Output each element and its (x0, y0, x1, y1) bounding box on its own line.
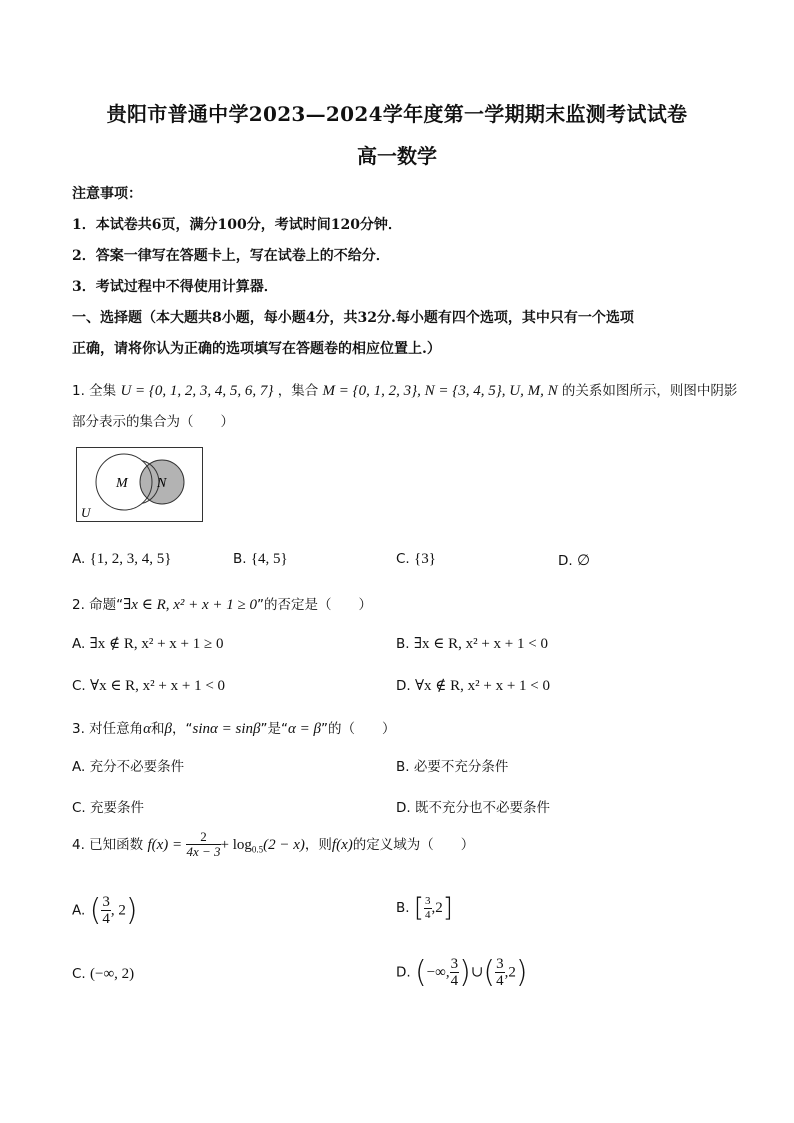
q2-option-d[interactable] (396, 676, 550, 695)
q3-mid: ，“ (172, 721, 193, 737)
q3-pre: 3. 对任意角 (72, 721, 144, 737)
section-heading-line1: 一、选择题（本大题共8小题，每小题4分，共32分.每小题有四个选项，其中只有一个选项 (72, 310, 634, 326)
q4-fraction (186, 830, 220, 860)
q1-prefix: 1. 全集 (72, 383, 117, 399)
q2-option-c[interactable] (72, 676, 225, 695)
q4-option-b-rest: ,2 (431, 900, 443, 916)
venn-diagram (76, 447, 204, 523)
q2-pre: 2. 命题“ (72, 597, 124, 613)
q4-log-base: 0.5 (251, 844, 264, 855)
q2-option-a[interactable] (72, 634, 224, 653)
q2-option-d-value: ∀x ∉ R, x² + x + 1 < 0 (414, 678, 551, 694)
q4-option-d-rest: ,2 (504, 964, 516, 981)
q1-option-b-label: B. (233, 551, 247, 567)
q4-option-a-fraction: $\frac{3}{4}$ (102, 893, 110, 927)
q4-option-d-label: D. (396, 964, 411, 981)
q4-option-d-fraction-2: $\frac{3}{4}$ (496, 955, 504, 989)
q4-fraction-numerator: 2 (186, 830, 220, 845)
q4-option-d-fraction-1: $\frac{3}{4}$ (450, 955, 459, 989)
q4-option-c[interactable] (72, 966, 134, 983)
q3-expression-1: sinα = sinβ (192, 721, 261, 737)
q3-option-b-value: 必要不充分条件 (413, 759, 509, 775)
q1-option-a-value: {1, 2, 3, 4, 5} (89, 551, 172, 567)
q2-option-b-value: ∃x ∈ R, x² + x + 1 < 0 (413, 636, 548, 652)
q1-suffix: 的关系如图所示，则图中阴影 (561, 383, 738, 399)
section-heading-line2: 正确，请将你认为正确的选项填写在答题卷的相应位置上.） (72, 341, 441, 357)
exam-subject: 高一数学 (357, 144, 437, 168)
question-4-stem (72, 830, 474, 860)
q1-option-d-value: ∅ (576, 553, 591, 569)
q1-option-d-label: D. (558, 553, 573, 569)
question-2-stem (72, 593, 372, 614)
q1-mid: ，集合 (277, 383, 319, 399)
q1-option-a[interactable] (72, 551, 172, 568)
q1-option-c-label: C. (396, 551, 410, 567)
q1-option-a-label: A. (72, 551, 86, 567)
q3-option-d-label: D. (396, 800, 411, 816)
q4-option-b-label: B. (396, 900, 410, 916)
q4-option-b[interactable]: B. [ $\frac{3}{4}$ ,2] (396, 893, 453, 923)
q3-alpha: α (143, 721, 152, 737)
q4-option-a-rest: , 2 (110, 902, 126, 919)
q4-log: + log (220, 836, 252, 853)
q3-option-b-label: B. (396, 759, 410, 775)
q4-option-b-fraction: $\frac{3}{4}$ (425, 895, 431, 921)
q2-expression: ∃x ∈ R, x² + x + 1 ≥ 0 (123, 597, 258, 613)
q3-option-d-value: 既不充分也不必要条件 (414, 800, 550, 816)
q1-option-b[interactable] (233, 551, 288, 568)
q2-option-c-label: C. (72, 678, 86, 694)
q3-option-d[interactable] (396, 796, 550, 816)
q3-option-c-value: 充要条件 (90, 800, 145, 816)
set-n-label: N (157, 476, 167, 491)
q2-option-b-label: B. (396, 636, 410, 652)
q4-mid: ，则 (304, 836, 332, 853)
q4-option-d-union: ∪ (470, 964, 484, 981)
q2-option-c-value: ∀x ∈ R, x² + x + 1 < 0 (90, 678, 226, 694)
q3-and: 和 (151, 721, 165, 737)
q1-option-c-value: {3} (414, 551, 436, 567)
notice-item-2: 2．答案一律写在答题卡上，写在试卷上的不给分． (72, 248, 390, 264)
q4-post: 的定义域为（ ） (352, 836, 475, 853)
q4-log-argument: (2 − x) (263, 836, 305, 853)
q3-option-a-label: A. (72, 759, 86, 775)
question-1-stem-line2: 部分表示的集合为（ ） (72, 414, 234, 430)
q4-function-ref: f(x) (331, 836, 353, 853)
q3-post: ”的（ ） (320, 721, 396, 737)
q2-option-d-label: D. (396, 678, 411, 694)
q4-option-a-label: A. (72, 902, 86, 919)
q3-option-a[interactable] (72, 755, 184, 775)
q4-function-lhs: f(x) = (147, 836, 183, 853)
notice-heading: 注意事项： (72, 186, 142, 202)
q1-option-d[interactable] (558, 551, 590, 570)
q2-option-a-value: ∃x ∉ R, x² + x + 1 ≥ 0 (89, 636, 224, 652)
set-u-label: U (81, 505, 91, 520)
q1-set-u: U = {0, 1, 2, 3, 4, 5, 6, 7} (120, 383, 274, 399)
q3-mid2: ”是“ (260, 721, 289, 737)
set-m-label: M (116, 476, 128, 491)
q4-option-d[interactable]: D. (−∞, $\frac{3}{4}$ )∪( $\frac{3}{4}$ ,2) (396, 955, 528, 990)
exam-title: 贵阳市普通中学2023—2024学年度第一学期期末监测考试试卷 (106, 102, 688, 126)
q4-option-a[interactable]: A. ( $\frac{3}{4}$ , 2) (72, 893, 138, 928)
notice-item-3: 3．考试过程中不得使用计算器． (72, 279, 278, 295)
q1-set-mn: M = {0, 1, 2, 3}, N = {3, 4, 5}, U, M, N (322, 383, 558, 399)
q3-option-c[interactable] (72, 796, 144, 816)
q4-option-c-label: C. (72, 966, 86, 982)
q4-option-d-left: −∞, (426, 964, 450, 981)
q2-option-a-label: A. (72, 636, 86, 652)
q1-option-b-value: {4, 5} (250, 551, 288, 567)
notice-item-1: 1．本试卷共6页，满分100分，考试时间120分钟． (72, 217, 402, 233)
q3-option-a-value: 充分不必要条件 (89, 759, 185, 775)
question-3-stem (72, 717, 395, 738)
q3-option-c-label: C. (72, 800, 86, 816)
question-1-stem (72, 379, 737, 400)
q3-beta: β (164, 721, 173, 737)
q3-option-b[interactable] (396, 755, 508, 775)
q2-post: ”的否定是（ ） (257, 597, 373, 613)
q3-expression-2: α = β (288, 721, 321, 737)
q4-option-c-value: (−∞, 2) (90, 966, 135, 982)
q4-fraction-denominator: 4x − 3 (186, 844, 221, 860)
q4-pre: 4. 已知函数 (72, 836, 144, 853)
q1-option-c[interactable] (396, 551, 436, 568)
q2-option-b[interactable] (396, 634, 548, 653)
